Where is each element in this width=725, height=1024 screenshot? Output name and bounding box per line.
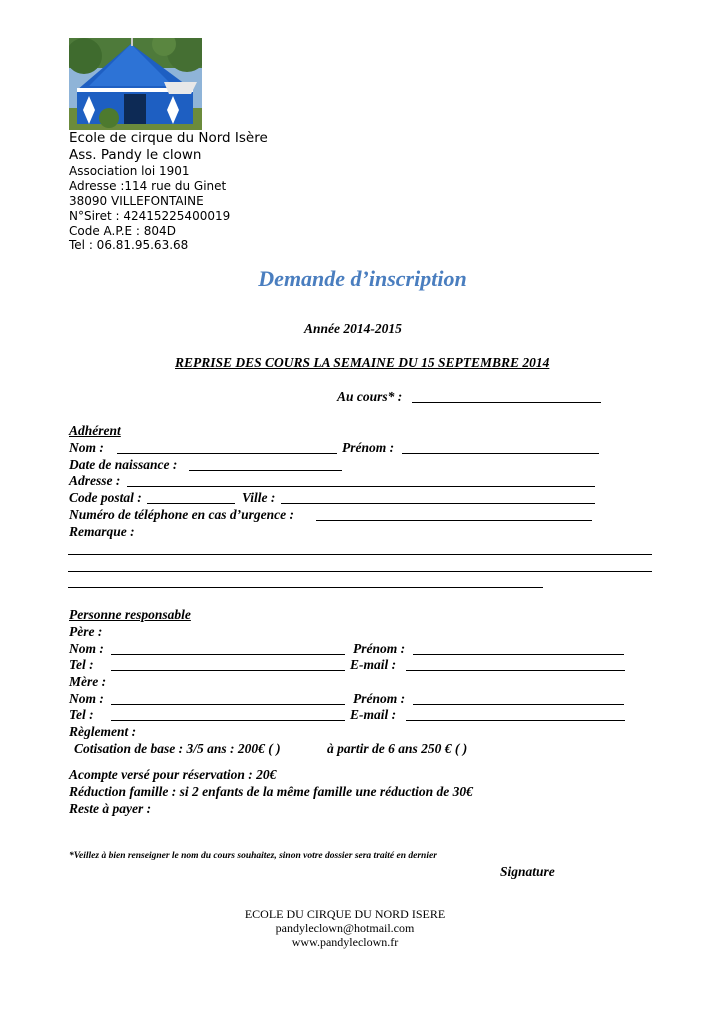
cotisation-6-ans: à partir de 6 ans 250 € ( ) xyxy=(327,741,468,756)
telephone: Tel : 06.81.95.63.68 xyxy=(69,238,189,252)
footer-website: www.pandyleclown.fr xyxy=(291,935,399,949)
footnote: *Veillez à bien renseigner le nom du cours souhaitez, sinon votre dossier sera traité en dernier xyxy=(69,851,437,861)
footer-email: pandyleclown@hotmail.com xyxy=(275,921,415,935)
resumption-notice: REPRISE DES COURS LA SEMAINE DU 15 SEPTEMBRE 2014 xyxy=(175,355,550,370)
reglement-label: Règlement : xyxy=(69,724,137,739)
remarque-line-1[interactable] xyxy=(68,554,652,555)
reduction-famille: Réduction famille : si 2 enfants de la même famille une réduction de 30€ xyxy=(69,784,473,799)
adherent-heading: Adhérent xyxy=(69,423,121,438)
ape-code: Code A.P.E : 804D xyxy=(69,224,176,238)
birth-label: Date de naissance : xyxy=(69,457,178,472)
association-name: Ass. Pandy le clown xyxy=(69,147,202,163)
pere-nom-field[interactable] xyxy=(111,654,345,655)
adresse-label: Adresse : xyxy=(69,473,121,488)
reste-a-payer: Reste à payer : xyxy=(69,801,152,816)
city: 38090 VILLEFONTAINE xyxy=(69,194,204,208)
signature-label: Signature xyxy=(500,864,555,879)
address: Adresse :114 rue du Ginet xyxy=(69,179,227,193)
ville-label: Ville : xyxy=(242,490,276,505)
mere-tel-field[interactable] xyxy=(111,720,345,721)
pere-email-label: E-mail : xyxy=(350,657,397,672)
circus-tent-photo xyxy=(69,38,202,130)
remarque-line-2[interactable] xyxy=(68,571,652,572)
ville-field[interactable] xyxy=(281,503,595,504)
footer-name: ECOLE DU CIRQUE DU NORD ISERE xyxy=(244,907,446,921)
adresse-field[interactable] xyxy=(127,486,595,487)
mere-label: Mère : xyxy=(69,674,107,689)
emergency-field[interactable] xyxy=(316,520,592,521)
birth-field[interactable] xyxy=(189,470,342,471)
mere-prenom-field[interactable] xyxy=(413,704,624,705)
mere-prenom-label: Prénom : xyxy=(353,691,406,706)
mere-nom-field[interactable] xyxy=(111,704,345,705)
mere-nom-label: Nom : xyxy=(69,691,104,706)
postal-label: Code postal : xyxy=(69,490,142,505)
acompte: Acompte versé pour réservation : 20€ xyxy=(69,767,277,782)
adherent-prenom-field[interactable] xyxy=(402,453,599,454)
remarque-line-3[interactable] xyxy=(68,587,543,588)
responsible-heading: Personne responsable xyxy=(69,607,191,622)
adherent-nom-field[interactable] xyxy=(117,453,337,454)
pere-prenom-field[interactable] xyxy=(413,654,624,655)
postal-field[interactable] xyxy=(147,503,235,504)
siret: N°Siret : 42415225400019 xyxy=(69,209,231,223)
pere-prenom-label: Prénom : xyxy=(353,641,406,656)
pere-label: Père : xyxy=(69,624,103,639)
remarque-label: Remarque : xyxy=(69,524,135,539)
mere-email-field[interactable] xyxy=(406,720,625,721)
pere-tel-field[interactable] xyxy=(111,670,345,671)
course-label: Au cours* : xyxy=(337,389,403,404)
pere-nom-label: Nom : xyxy=(69,641,104,656)
mere-email-label: E-mail : xyxy=(350,707,397,722)
cotisation-base: Cotisation de base : 3/5 ans : 200€ ( ) xyxy=(74,741,281,756)
pere-email-field[interactable] xyxy=(406,670,625,671)
pere-tel-label: Tel : xyxy=(69,657,94,672)
adherent-nom-label: Nom : xyxy=(69,440,104,455)
form-title: Demande d’inscription xyxy=(258,266,467,291)
school-name: Ecole de cirque du Nord Isère xyxy=(69,130,268,146)
mere-tel-label: Tel : xyxy=(69,707,94,722)
emergency-label: Numéro de téléphone en cas d’urgence : xyxy=(69,507,294,522)
course-field[interactable] xyxy=(412,402,601,403)
association-law: Association loi 1901 xyxy=(69,164,190,178)
adherent-prenom-label: Prénom : xyxy=(342,440,395,455)
school-year: Année 2014-2015 xyxy=(304,321,402,336)
